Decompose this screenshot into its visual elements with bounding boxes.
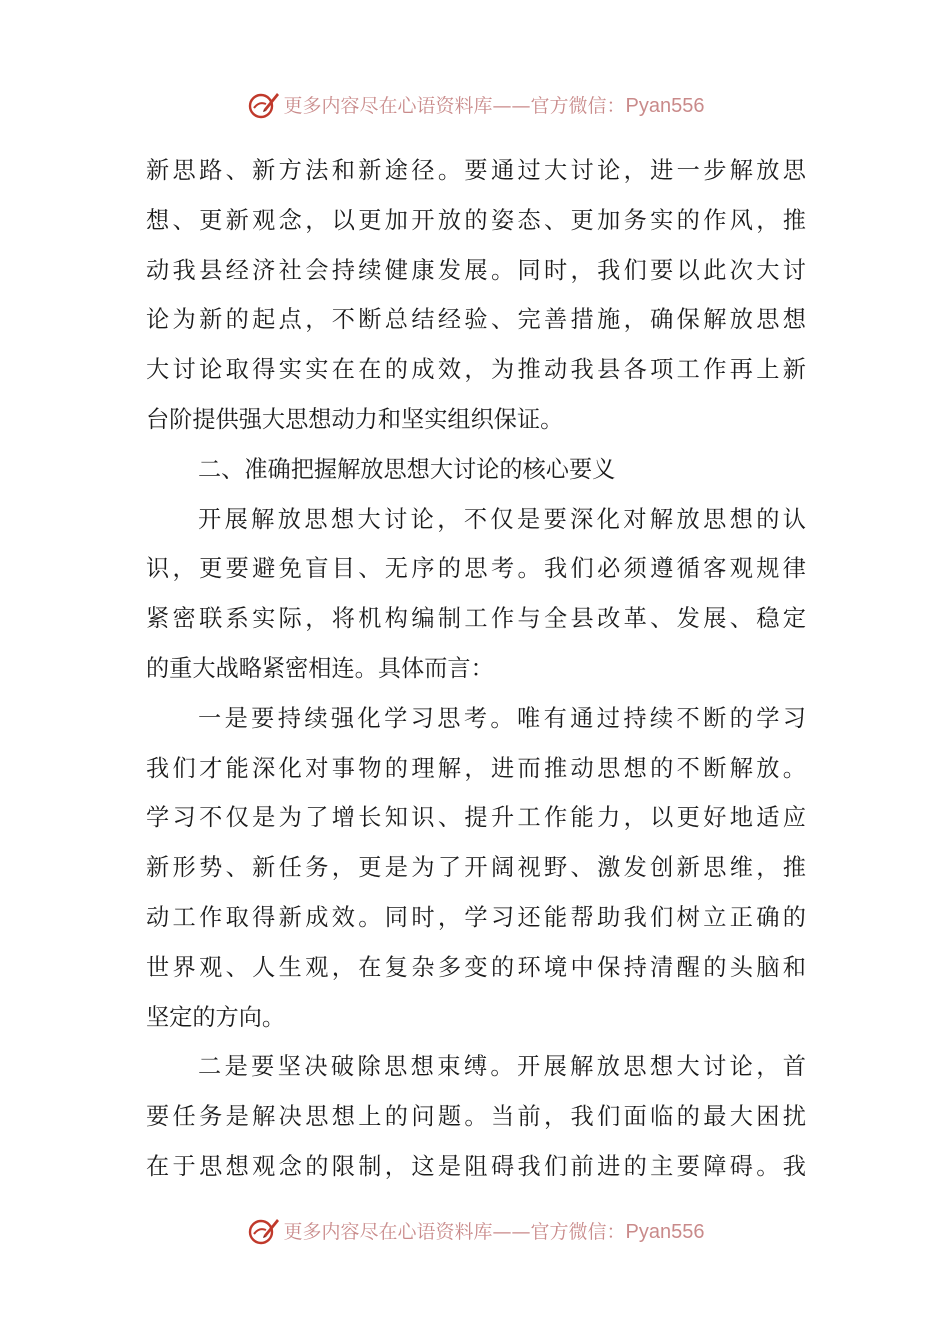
text-line: 动工作取得新成效。同时，学习还能帮助我们树立正确的 xyxy=(146,903,806,931)
pen-circle-logo-icon xyxy=(246,87,280,121)
text-line: 论为新的起点，不断总结经验、完善措施，确保解放思想 xyxy=(146,306,806,334)
text-line: 动我县经济社会持续健康发展。同时，我们要以此次大讨 xyxy=(146,256,806,284)
text-line: 大讨论取得实实在在的成效，为推动我县各项工作再上新 xyxy=(146,356,806,384)
watermark-text: 更多内容尽在心语资料库——官方微信：Pyan556 xyxy=(283,94,705,117)
text-line: 坚定的方向。 xyxy=(146,1003,286,1031)
pen-circle-logo-icon xyxy=(246,1213,280,1247)
text-line: 二、准确把握解放思想大讨论的核心要义 xyxy=(198,455,616,483)
text-line: 在于思想观念的限制，这是阻碍我们前进的主要障碍。我 xyxy=(146,1152,806,1180)
text-line: 二是要坚决破除思想束缚。开展解放思想大讨论，首 xyxy=(198,1053,806,1081)
text-line: 学习不仅是为了增长知识、提升工作能力，以更好地适应 xyxy=(146,804,806,832)
text-line: 识，更要避免盲目、无序的思考。我们必须遵循客观规律 xyxy=(146,555,806,583)
text-line: 新思路、新方法和新途径。要通过大讨论，进一步解放思 xyxy=(146,157,806,184)
text-line: 台阶提供强大思想动力和坚实组织保证。 xyxy=(146,405,564,433)
text-line: 新形势、新任务，更是为了开阔视野、激发创新思维，推 xyxy=(146,854,806,882)
text-line: 一是要持续强化学习思考。唯有通过持续不断的学习 xyxy=(198,704,806,732)
document-body xyxy=(146,146,806,1192)
wechat-account: Pyan556 xyxy=(625,1220,705,1243)
wechat-account: Pyan556 xyxy=(625,94,705,117)
text-line: 我们才能深化对事物的理解，进而推动思想的不断解放。 xyxy=(146,754,806,782)
text-line: 紧密联系实际，将机构编制工作与全县改革、发展、稳定 xyxy=(146,605,806,633)
text-line: 的重大战略紧密相连。具体而言： xyxy=(146,654,494,682)
text-line: 要任务是解决思想上的问题。当前，我们面临的最大困扰 xyxy=(146,1103,806,1131)
watermark-text: 更多内容尽在心语资料库——官方微信：Pyan556 xyxy=(283,1220,705,1243)
header-watermark xyxy=(0,84,950,124)
text-line: 开展解放思想大讨论，不仅是要深化对解放思想的认 xyxy=(198,505,806,533)
text-line: 世界观、人生观，在复杂多变的环境中保持清醒的头脑和 xyxy=(146,953,806,981)
text-line: 想、更新观念，以更加开放的姿态、更加务实的作风，推 xyxy=(146,206,806,234)
footer-watermark xyxy=(0,1210,950,1250)
